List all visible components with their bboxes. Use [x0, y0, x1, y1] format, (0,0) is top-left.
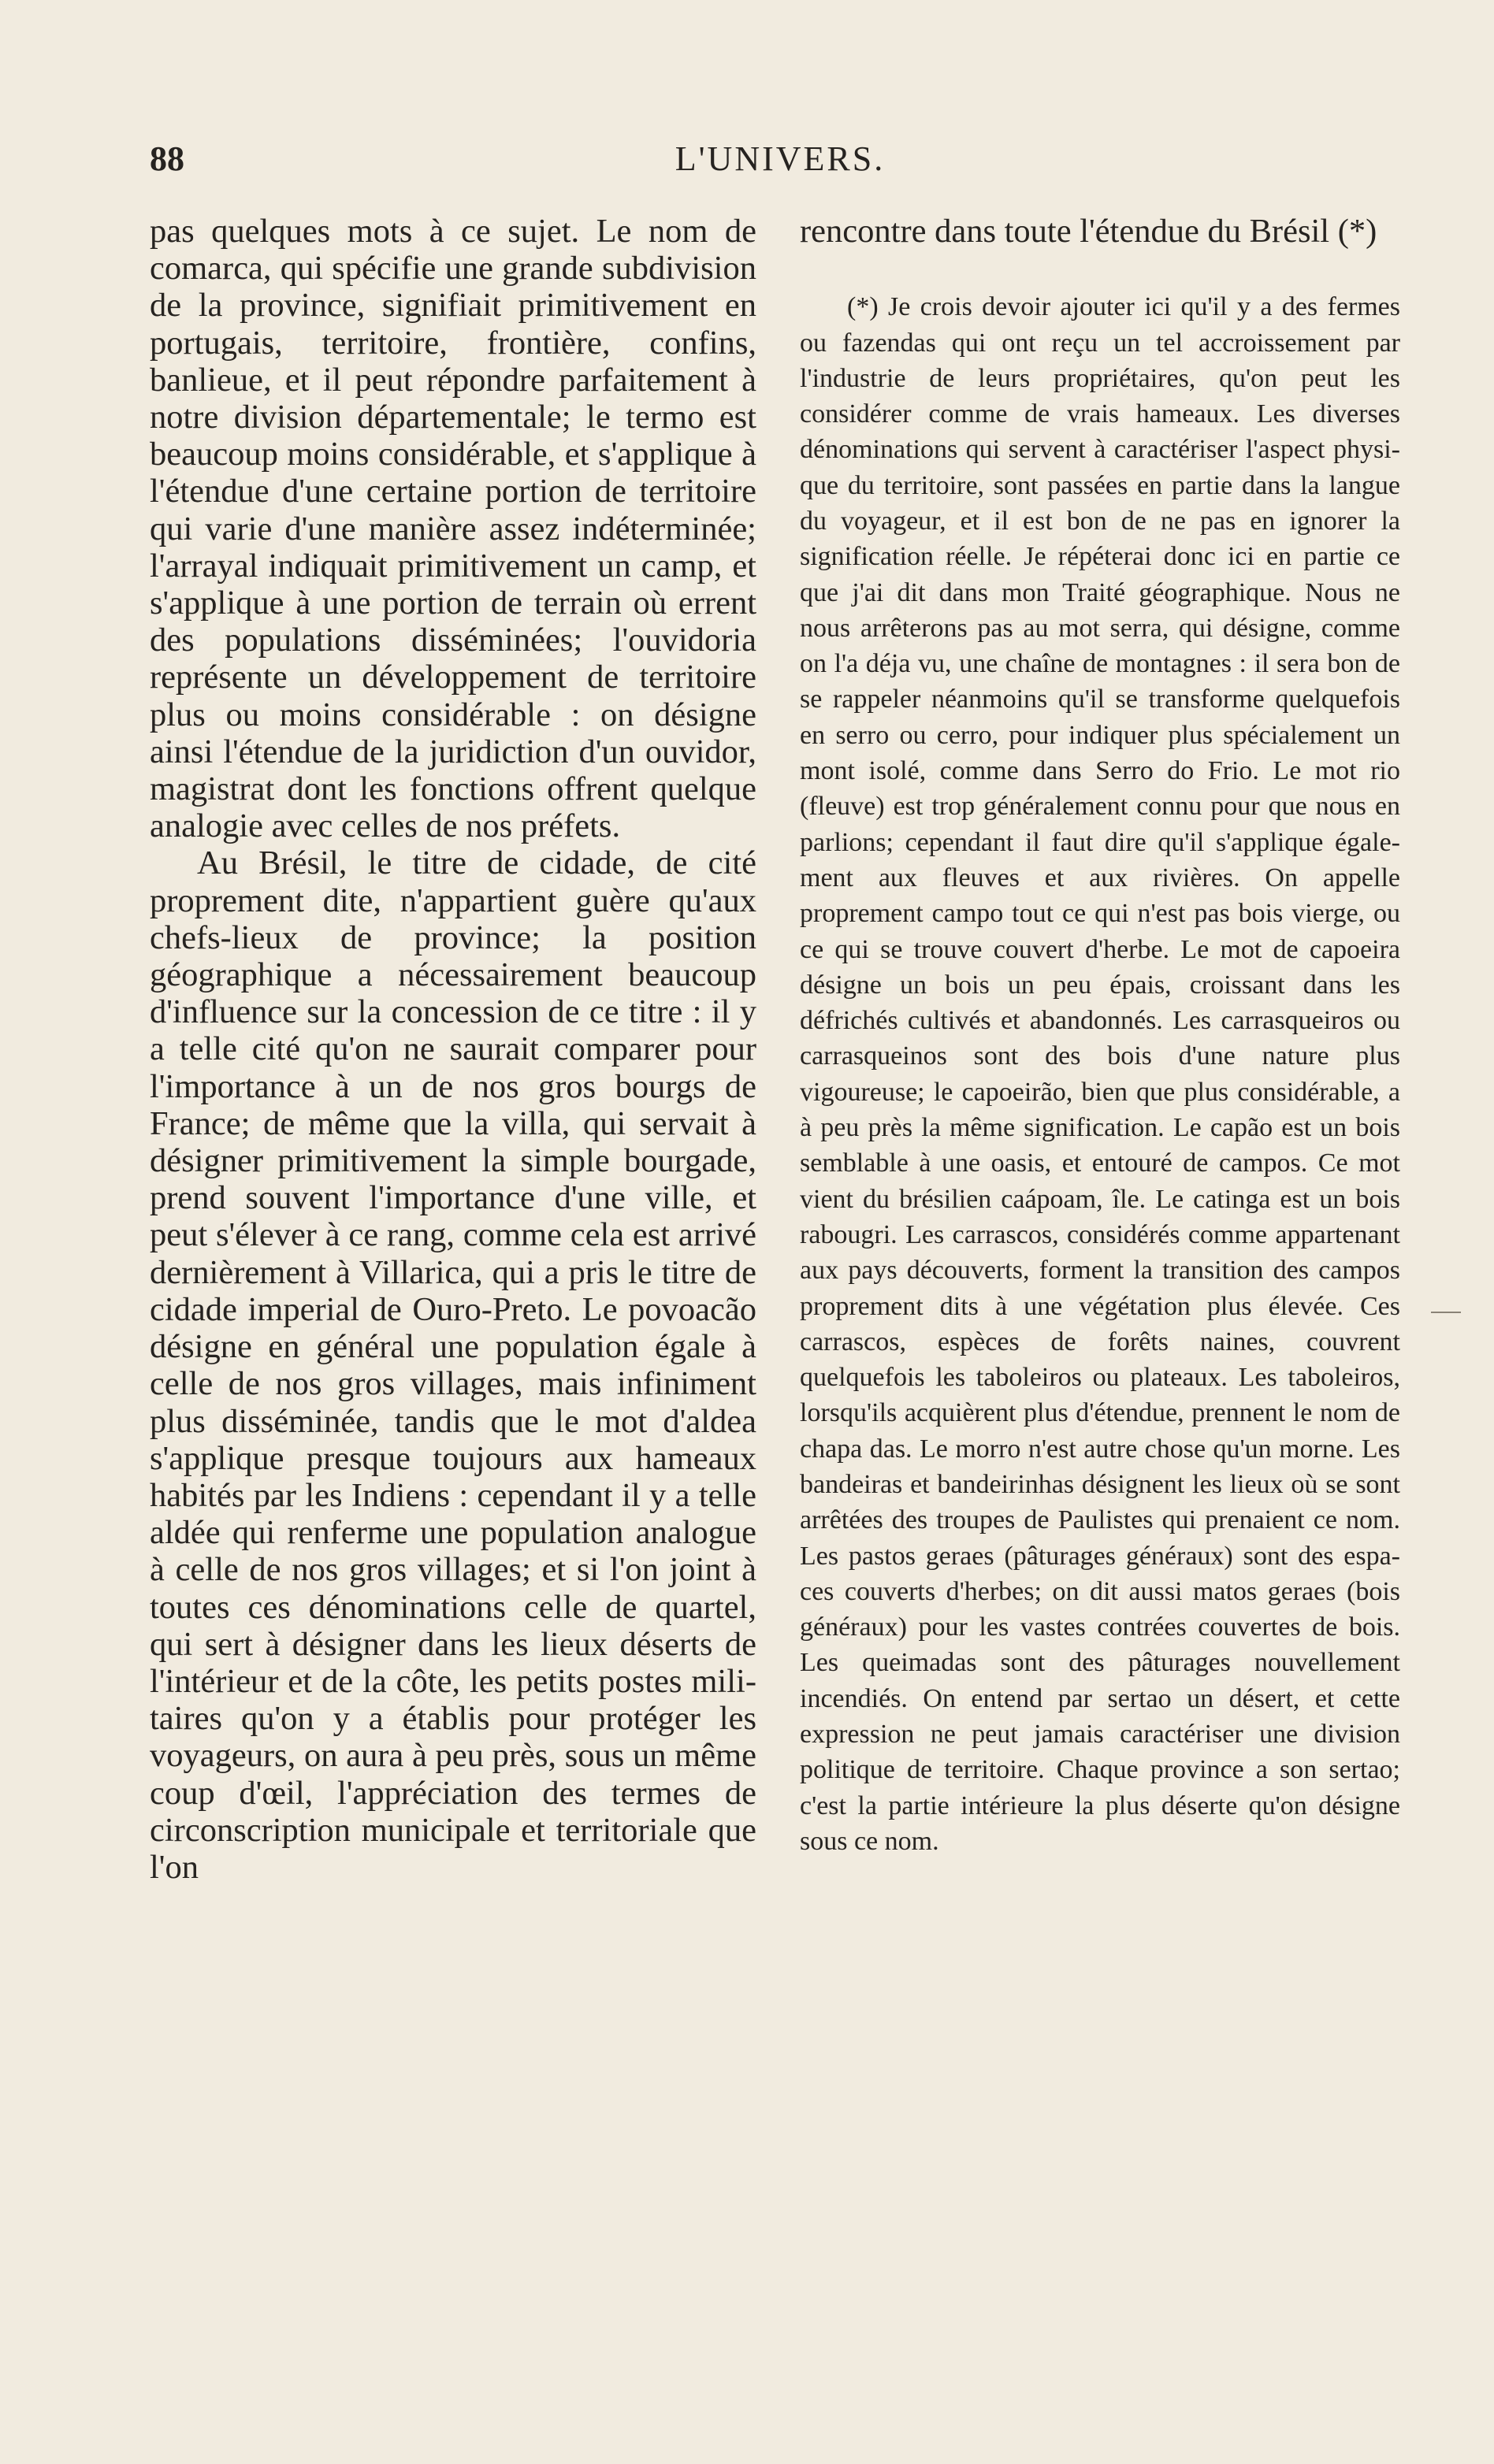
right-column — [800, 213, 1400, 1886]
footnote: (*) Je crois devoir ajouter ici qu'il y a des fermes ou fazendas qui ont reçu un tel accroissement par l'industrie de leurs propriétaires, qu'on peut les considérer comme de vrais hameaux. Les diverses dénominations qui servent à caractériser l'aspect physique du territoire, sont passées en partie dans la langue du voyageur, et il est bon de ne pas en ignorer la signification réelle. Je répéterai donc ici en partie ce que j'ai dit dans mon Traité géographique. Nous ne nous arrêterons pas au mot serra, qui désigne, comme on l'a déja vu, une chaîne de montagnes : il sera bon de se rappeler néanmoins qu'il se transforme quelquefois en serro ou cerro, pour indiquer plus spécialement un mont isolé, comme dans Serro do Frio. Le mot rio (fleuve) est trop généralement connu pour que nous en parlions; cependant il faut dire qu'il s'applique également aux fleuves et aux rivières. On appelle proprement campo tout ce qui n'est pas bois vierge, ou ce qui se trouve couvert d'herbe. Le mot de capoeira désigne un bois un peu épais, croissant dans les défrichés cultivés et abandonnés. Les carrasqueiros ou carrasqueinos sont des bois d'une nature plus vigoureuse; le capoeirão, bien que plus considérable, a à peu près la même signification. Le capão est un bois semblable à une oasis, et entouré de campos. Ce mot vient du brésilien caápoam, île. Le catinga est un bois rabougri. Les carrascos, considérés comme appartenant aux pays découverts, forment la transition des campos proprement dits à une végétation plus élevée. Ces carrascos, espèces de forêts naines, couvrent quelquefois les taboleiros ou plateaux. Les taboleiros, lorsqu'ils acquièrent plus d'étendue, prennent le nom de chapa das. Le morro n'est autre chose qu'un morne. Les bandeiras et bandeirinhas désignent les lieux où se sont arrêtées des troupes de Paulistes qui prenaient ce nom. Les pastos geraes (pâturages généraux) sont des espaces couverts d'herbes; on dit aussi matos geraes (bois généraux) pour les vastes contrées couvertes de bois. Les queimadas sont des pâturages nouvellement incendiés. On entend par sertao un désert, et cette expression ne peut jamais caractériser une division politique de territoire. Chaque province a son sertao; c'est la partie intérieure la plus déserte qu'on désigne sous ce nom. — [800, 292, 1400, 1856]
left-column — [150, 213, 756, 1886]
right-continuation-text: rencontre dans toute l'étendue du Brésil (*) — [800, 213, 1377, 250]
left-paragraph-2: Au Brésil, le titre de cidade, de cité proprement dite, n'appartient guère qu'aux chefs-lieux de province; la position géographique a nécessairement beaucoup d'influence sur la concession de ce titre : il y a telle cité qu'on ne saurait comparer pour l'importance à un de nos gros bourgs de France; de même que la villa, qui servait à désigner primitivement la simple bourgade, prend souvent l'importance d'une ville, et peut s'élever à ce rang, comme cela est arrivé dernièrement à Villarica, qui a pris le titre de cidade imperial de Ouro-Preto. Le povoacão désigne en général une population égale à celle de nos gros villages, mais infiniment plus disséminée, tandis que le mot d'aldea s'applique presque toujours aux hameaux habités par les Indiens : cependant il y a telle aldée qui renferme une population analogue à celle de nos gros villages; et si l'on joint à toutes ces dénominations celle de quartel, qui sert à désigner dans les lieux déserts de l'intérieur et de la côte, les petits postes militaires qu'on y a établis pour protéger les voyageurs, on aura à peu près, sous un même coup d'œil, l'appréciation des termes de circonscription municipale et territoriale que l'on — [150, 844, 756, 1886]
left-paragraph-1: pas quelques mots à ce sujet. Le nom de comarca, qui spécifie une grande subdivision de la province, signifiait primitivement en portugais, territoire, frontière, confins, banlieue, et il peut répondre parfaitement à notre division départementale; le termo est beaucoup moins considérable, et s'applique à l'étendue d'une certaine portion de territoire qui varie d'une manière assez indéterminée; l'arrayal indiquait primitivement un camp, et s'applique à une portion de terrain où errent des populations disséminées; l'ouvidoria représente un développement de territoire plus ou moins considérable : on désigne ainsi l'étendue de la juridiction d'un ouvidor, magistrat dont les fonctions offrent quelque analogie avec celles de nos préfets. — [150, 213, 756, 845]
page-header — [150, 139, 1410, 202]
margin-rule — [1431, 1312, 1461, 1313]
running-title: L'UNIVERS. — [675, 139, 886, 178]
page-number: 88 — [150, 139, 184, 178]
